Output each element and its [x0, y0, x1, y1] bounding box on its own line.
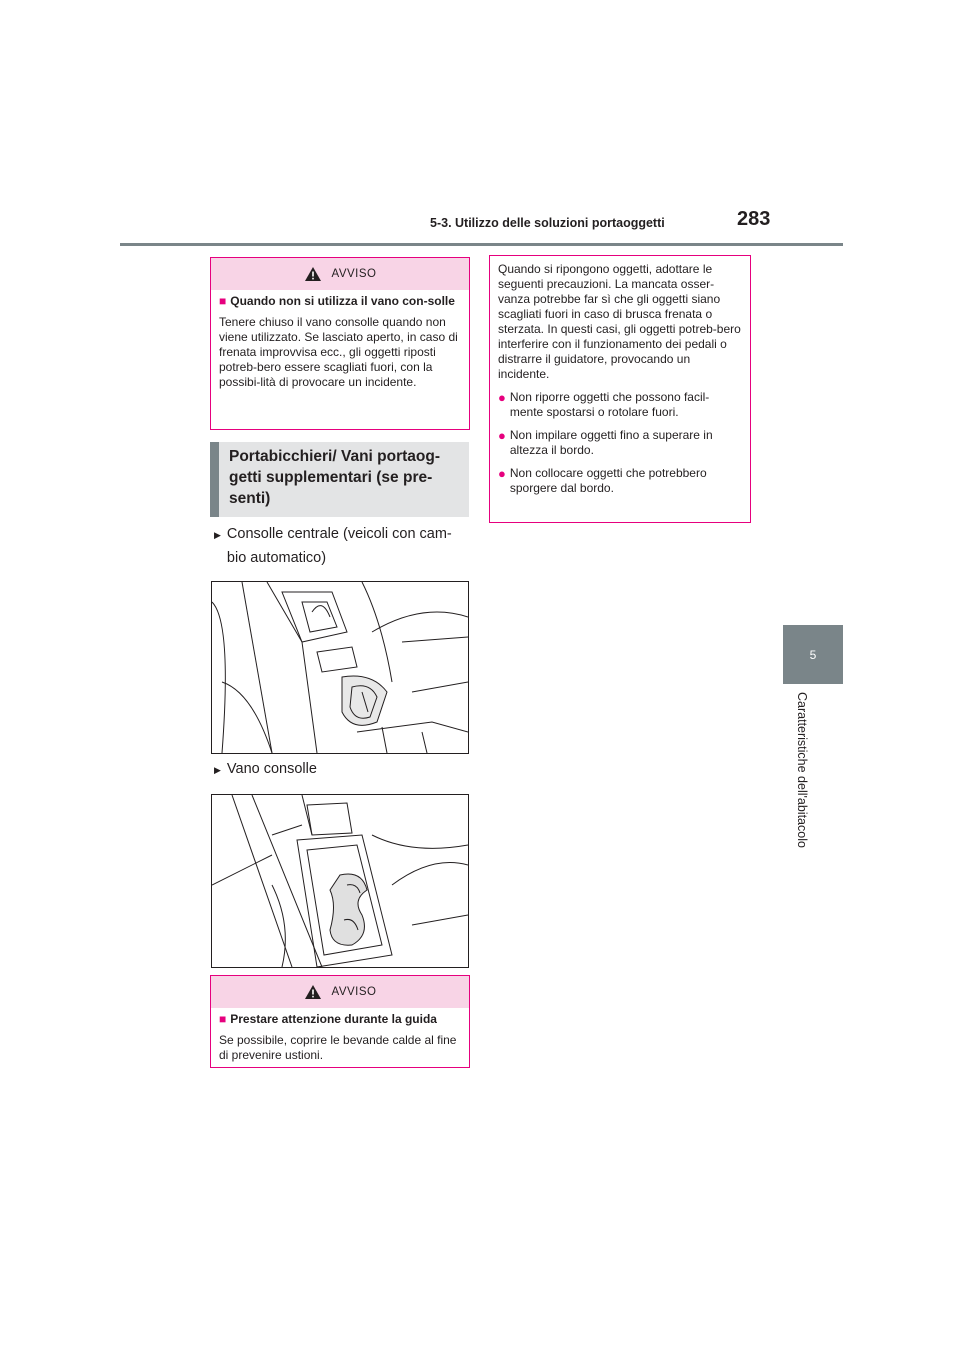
- triangle-bullet-icon: ▶: [214, 530, 221, 540]
- list-item: [214, 522, 470, 570]
- compartment-drawing-icon: [212, 795, 468, 967]
- circle-bullet-icon: ●: [498, 390, 506, 405]
- precautions-intro: Quando si ripongono oggetti, adottare le seguenti precauzioni. La mancata osser-vanza potrebbe far sì che gli oggetti siano scagliati fuori in caso di brusca frenata o sterzata. In questi casi, gli oggetti potreb-bero interferire con il funzionamento dei pedali o distrarre il guidatore, provocando un incidente.: [498, 262, 741, 381]
- item-label: Consolle centrale (veicoli con cam-bio automatico): [226, 526, 452, 566]
- warning-box-top: [210, 257, 470, 430]
- chapter-number: 5: [809, 647, 817, 662]
- square-bullet-icon: ■: [219, 294, 227, 308]
- warning-triangle-icon: [304, 984, 322, 1000]
- bullet-text: Non collocare oggetti che potrebbero sporgere dal bordo.: [509, 466, 707, 495]
- triangle-bullet-icon: ▶: [214, 765, 221, 775]
- chapter-tab: [783, 625, 843, 684]
- precautions-box: [489, 255, 751, 523]
- warning-text: Tenere chiuso il vano consolle quando non viene utilizzato. Se lasciato aperto, in caso di frenata improvvisa ecc., gli oggetti riposti potreb-bero essere scagliati fuori, con la possibi-lità di provocare un incidente.: [219, 315, 458, 389]
- page-number: 283: [737, 208, 771, 230]
- circle-bullet-icon: ●: [498, 466, 506, 481]
- chapter-title: Caratteristiche dell'abitacolo: [795, 692, 809, 848]
- bullet-text: Non riporre oggetti che possono facil-mente spostarsi o rotolare fuori.: [509, 390, 710, 419]
- warning-box-bottom: [210, 975, 470, 1068]
- section-title: 5-3. Utilizzo delle soluzioni portaoggetti: [430, 216, 665, 230]
- circle-bullet-icon: ●: [498, 428, 506, 443]
- list-item: [214, 757, 470, 782]
- console-compartment-illustration: [211, 794, 469, 968]
- list-item: [498, 428, 742, 458]
- console-drawing-icon: [212, 582, 468, 753]
- list-item: [498, 466, 742, 496]
- square-bullet-icon: ■: [219, 1012, 227, 1026]
- header-rule: [120, 243, 843, 246]
- center-console-illustration: [211, 581, 469, 754]
- warning-title: AVVISO: [331, 268, 377, 280]
- warning-header: [211, 258, 469, 290]
- item-label: Vano consolle: [226, 761, 317, 777]
- warning-subtitle: Quando non si utilizza il vano con-solle: [230, 294, 455, 308]
- section-heading: Portabicchieri/ Vani portaog-getti supplementari (se pre-senti): [210, 442, 469, 517]
- bullet-text: Non impilare oggetti fino a superare in altezza il bordo.: [509, 428, 713, 457]
- warning-title: AVVISO: [331, 986, 377, 998]
- warning-triangle-icon: [304, 266, 322, 282]
- warning-text: Se possibile, coprire le bevande calde al fine di prevenire ustioni.: [219, 1033, 457, 1062]
- list-item: [498, 390, 742, 420]
- warning-header: [211, 976, 469, 1008]
- warning-subtitle: Prestare attenzione durante la guida: [230, 1012, 437, 1026]
